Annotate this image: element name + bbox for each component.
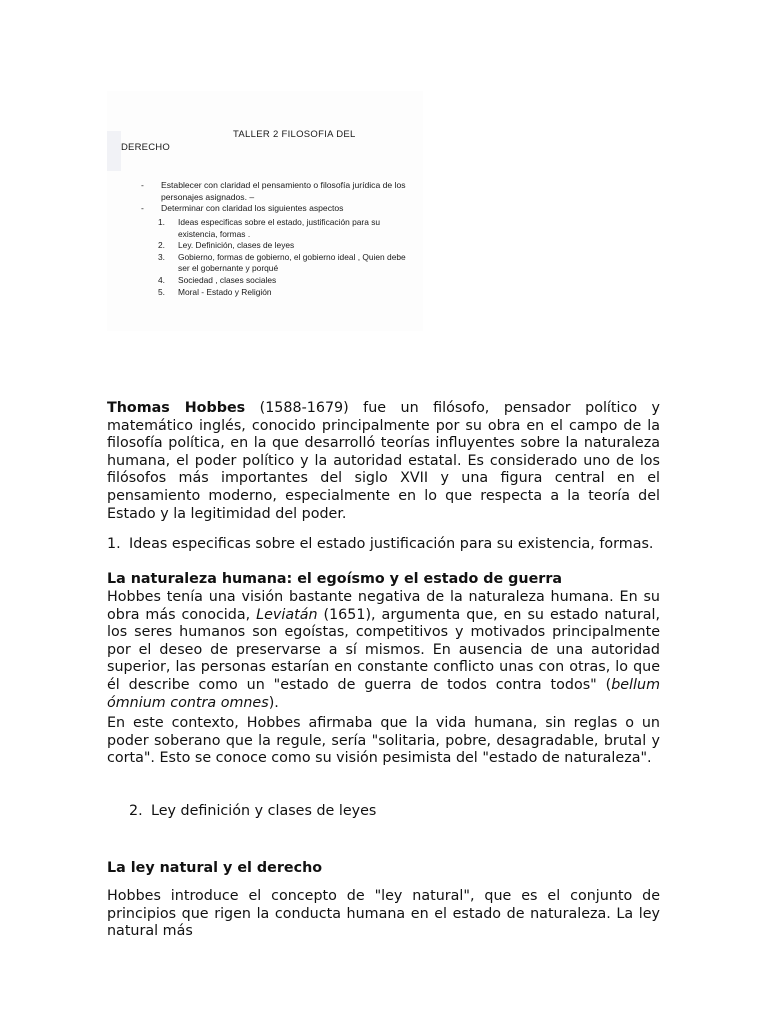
scan-list-item — [158, 217, 408, 240]
scan-list-item — [158, 275, 408, 287]
scan-item-text: Ideas especificas sobre el estado, justificación para su existencia, formas . — [178, 217, 381, 239]
scan-title: TALLER 2 FILOSOFIA DEL — [233, 129, 356, 140]
scan-item-number: 2. — [158, 240, 165, 251]
section1-paragraph-2: En este contexto, Hobbes afirmaba que la vida humana, sin reglas o un poder soberano que la regule, sería "solitaria, pobre, desagradable, brutal y corta". Esto se conoce como su visión pesimista del "estado de naturaleza". — [107, 715, 660, 767]
section1-paragraph-1 — [107, 589, 660, 712]
assignment-scan-image — [107, 91, 423, 331]
section-heading-ley-natural: La ley natural y el derecho — [107, 860, 323, 876]
scan-item-number: 1. — [158, 217, 165, 227]
intro-text: (1588-1679) fue un filósofo, pensador político y matemático inglés, conocido principalmente por su obra en el campo de la filosofía política, en la que desarrolló teorías influyentes sobre la naturaleza humana, el poder político y la autoridad estatal. Es considerado uno de los filósofos más importantes del siglo XVII y una figura central en el pensamiento moderno, especialmente en lo que respecta a la teoría del Estado y la legitimidad del poder. — [107, 400, 660, 522]
item-number: 2. — [129, 803, 143, 819]
scan-list-item — [158, 287, 408, 299]
scan-title-continued: DERECHO — [121, 142, 170, 153]
scan-item-text: Sociedad , clases sociales — [178, 274, 277, 285]
section-heading-naturaleza: La naturaleza humana: el egoísmo y el estado de guerra — [107, 571, 563, 587]
book-title: Leviatán — [256, 606, 318, 623]
scan-bullet: - Establecer con claridad el pensamiento o filosofía jurídica de los personajes asignados. – — [141, 180, 421, 203]
intro-paragraph — [107, 400, 660, 523]
item-text: Ideas especificas sobre el estado justificación para su existencia, formas. — [129, 536, 654, 552]
scan-item-text: Gobierno, formas de gobierno, el gobierno ideal , Quien debe ser el gobernante y porqué — [178, 251, 406, 274]
scan-edge-mark — [107, 131, 121, 171]
paragraph-text: (1651), argumenta que, en su estado natural, los seres humanos son egoístas, competitivos y motivados principalmente por el deseo de preservarse a sí mismos. En ausencia de una autoridad superior, las personas estarían en constante conflicto unas con otras, lo que él describe como un "estado de guerra de todos contra todos" ( — [107, 606, 660, 693]
scan-item-number: 4. — [158, 274, 165, 285]
scan-bullet: - Determinar con claridad los siguientes aspectos — [141, 203, 421, 215]
numbered-item-1 — [107, 536, 653, 554]
section2-paragraph-1: Hobbes introduce el concepto de "ley natural", que es el conjunto de principios que rigen la conducta humana en el estado de naturaleza. La ley natural más — [107, 888, 660, 940]
scan-list-item — [158, 240, 408, 252]
paragraph-text: Hobbes tenía una visión bastante negativa de la naturaleza humana. En su obra más conocida, — [107, 589, 660, 623]
scan-bullet-list — [141, 180, 421, 215]
scan-numbered-list — [158, 217, 408, 298]
author-name: Thomas Hobbes — [107, 400, 246, 416]
scan-list-item — [158, 252, 408, 275]
scan-item-text: Ley. Definición, clases de leyes — [178, 240, 295, 251]
item-text: Ley definición y clases de leyes — [151, 803, 377, 819]
latin-phrase: bellum ómnium contra omnes — [107, 676, 660, 711]
numbered-item-2 — [129, 803, 376, 821]
item-number: 1. — [107, 536, 121, 552]
scan-item-number: 3. — [158, 251, 165, 262]
scan-item-number: 5. — [158, 286, 165, 297]
scan-item-text: Moral - Estado y Religión — [178, 286, 272, 297]
paragraph-text: ). — [268, 694, 279, 711]
